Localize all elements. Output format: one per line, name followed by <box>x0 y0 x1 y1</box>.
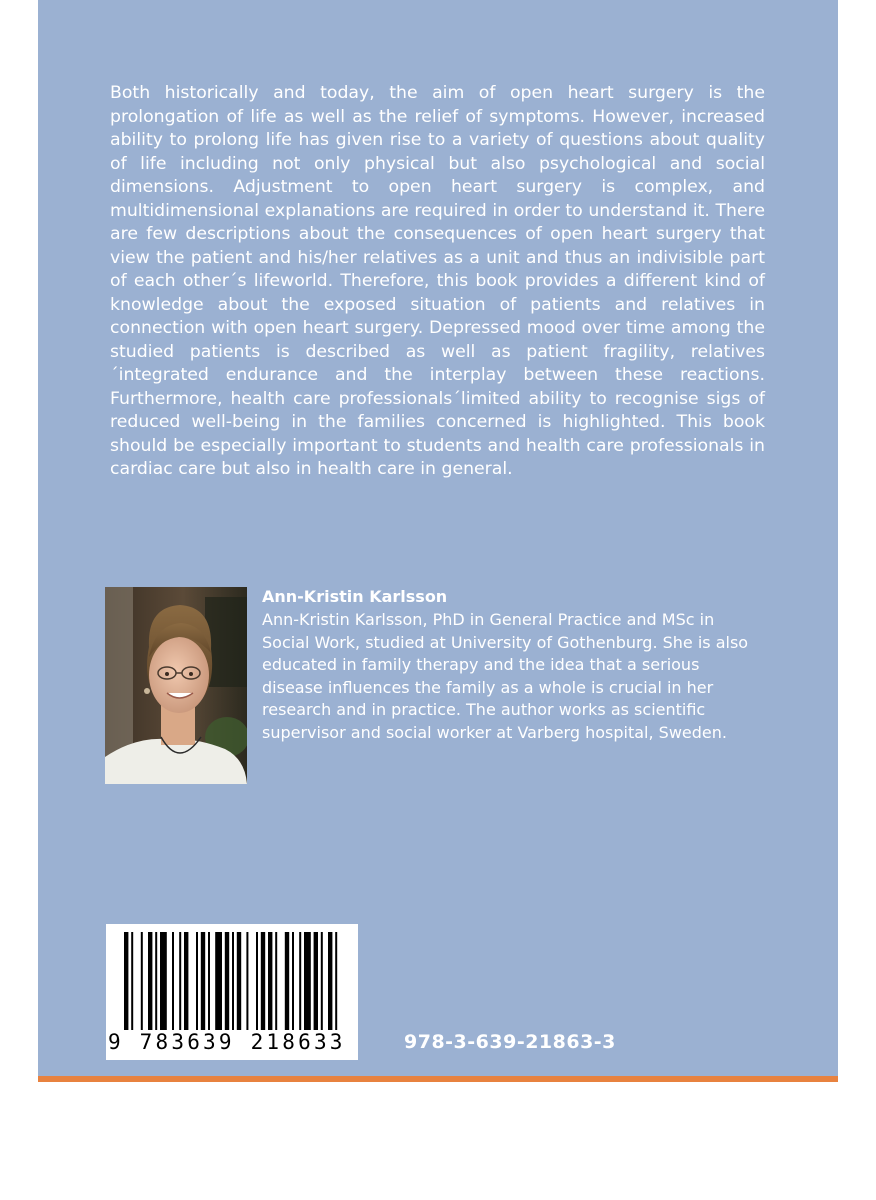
book-description: Both historically and today, the aim of open heart surgery is the prolongation of life as well as the relief of symptoms. However, increased ability to prolong life has given rise to a variety of questions about quality of life including not only physical but also psychological and social dimensions. Adjustment to open heart surgery is complex, and multidimensional explanations are required in order to understand it. There are few descriptions about the consequences of open heart surgery that view the patient and his/her relatives as a unit and thus an indivisible part of each other´s lifeworld. Therefore, this book provides a different kind of knowledge about the exposed situation of patients and relatives in connection with open heart surgery. Depressed mood over time among the studied patients is described as well as patient fragility, relatives ´integrated endurance and the interplay between these reactions. Furthermore, health care professionals´limited ability to recognise sigs of reduced well-being in the families concerned is highlighted. This book should be especially important to students and health care professionals in cardiac care but also in health care in general. <box>110 83 765 479</box>
barcode-bar <box>232 932 234 1030</box>
barcode-bar <box>215 932 222 1030</box>
bottom-stripe <box>38 1076 838 1082</box>
barcode-bar <box>160 932 167 1030</box>
barcode-bar <box>237 932 241 1030</box>
barcode-bar <box>148 932 152 1030</box>
barcode-bar <box>246 932 248 1030</box>
barcode-bar <box>172 932 174 1030</box>
barcode-bar <box>184 932 188 1030</box>
barcode-bar <box>314 932 318 1030</box>
barcode-bar <box>321 932 323 1030</box>
barcode-bar <box>201 932 205 1030</box>
barcode-bar <box>299 932 301 1030</box>
barcode-bar <box>124 932 128 1030</box>
author-photo <box>105 587 247 784</box>
barcode-bar <box>292 932 294 1030</box>
barcode-bar <box>225 932 229 1030</box>
barcode-bar <box>304 932 311 1030</box>
barcode-bar <box>335 932 337 1030</box>
barcode-bar <box>328 932 332 1030</box>
barcode-bar <box>196 932 198 1030</box>
barcode-bar <box>285 932 289 1030</box>
barcode-bar <box>208 932 210 1030</box>
barcode-bar <box>141 932 143 1030</box>
barcode-bar <box>179 932 181 1030</box>
author-name: Ann-Kristin Karlsson <box>262 587 448 606</box>
barcode-bar <box>155 932 157 1030</box>
barcode-bar <box>268 932 272 1030</box>
isbn-number: 978-3-639-21863-3 <box>404 1031 616 1053</box>
author-bio: Ann-Kristin Karlsson, PhD in General Practice and MSc in Social Work, studied at University of Gothenburg. She is also educated in family therapy and the idea that a serious disease influences the family as a whole is crucial in her research and in practice. The author works as scientific supervisor and social worker at Varberg hospital, Sweden. <box>262 610 749 742</box>
barcode-bar <box>275 932 277 1030</box>
barcode-digits: 9 783639 218633 <box>108 1030 346 1054</box>
barcode-bar <box>256 932 258 1030</box>
barcode-bar <box>261 932 265 1030</box>
barcode-bar <box>131 932 133 1030</box>
